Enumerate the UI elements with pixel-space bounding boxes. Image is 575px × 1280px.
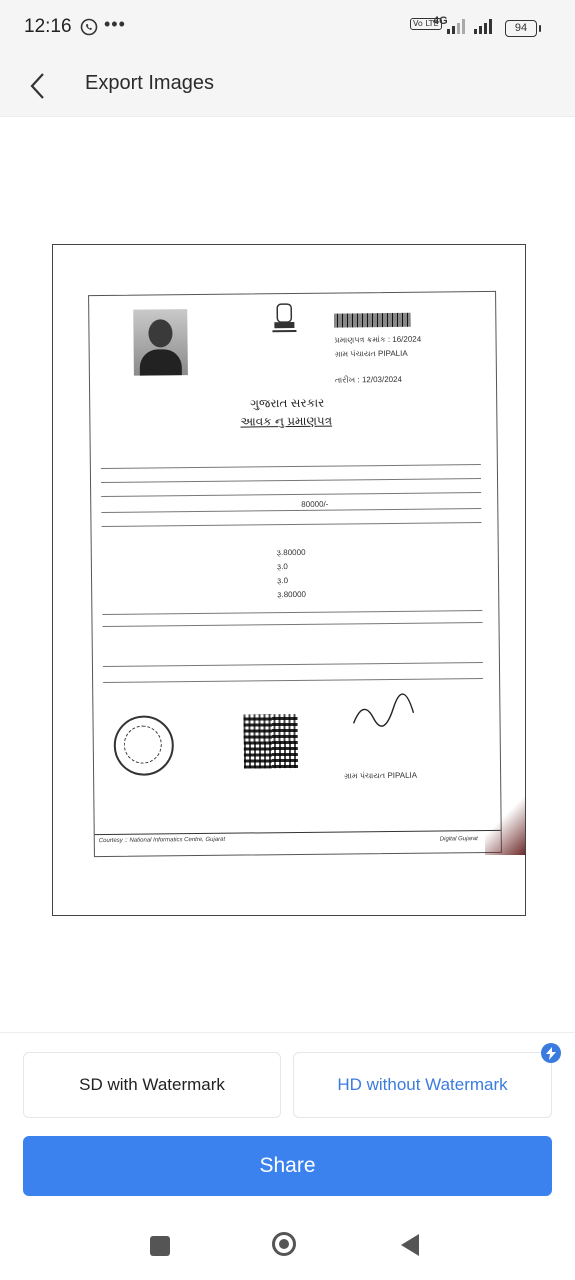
signature xyxy=(348,693,418,734)
hd-no-watermark-label: HD without Watermark xyxy=(337,1075,508,1094)
page-title: Export Images xyxy=(85,72,214,94)
stamp-footer: ગ્રામ પંચાયત PIPALIA xyxy=(344,770,418,781)
national-emblem-icon xyxy=(269,300,299,336)
cert-no: 16/2024 xyxy=(392,334,422,344)
home-button[interactable] xyxy=(272,1232,296,1256)
annual-income: 80000/- xyxy=(301,499,329,509)
signal-icon-2 xyxy=(474,18,498,34)
sd-watermark-label: SD with Watermark xyxy=(79,1075,225,1094)
sd-watermark-option[interactable] xyxy=(23,1052,281,1118)
premium-bolt-icon xyxy=(541,1043,561,1063)
income-row-1: રૂ.80000 xyxy=(276,547,306,558)
document-image xyxy=(52,244,526,916)
battery-icon xyxy=(505,20,537,37)
doc-footer-left: Courtesy :: National Informatics Centre, Gujarat xyxy=(98,836,226,845)
back-nav-button[interactable] xyxy=(401,1234,419,1256)
divider xyxy=(0,1032,575,1033)
back-arrow-icon[interactable] xyxy=(26,70,50,102)
signal-icon xyxy=(447,18,467,34)
qr-code xyxy=(243,714,298,769)
recent-apps-button[interactable] xyxy=(150,1236,170,1256)
battery-level: 94 xyxy=(514,22,528,34)
share-button[interactable] xyxy=(23,1136,552,1196)
applicant-photo xyxy=(133,309,188,376)
network-type: 4G xyxy=(433,15,448,27)
panchayat-seal xyxy=(113,715,174,776)
doc-heading-1: ગુજરાત સરકાર xyxy=(250,395,325,411)
income-row-3: રૂ.0 xyxy=(277,576,289,586)
hd-no-watermark-option[interactable] xyxy=(293,1052,552,1118)
volte-icon: Vo LTE xyxy=(410,18,442,30)
panchayat-label: ગ્રામ પંચાયત xyxy=(334,349,376,359)
cert-no-label: પ્રમાણપત્ર ક્રમાંક : xyxy=(334,334,391,345)
date-label: તારીખ : xyxy=(334,375,360,385)
income-row-4: રૂ.80000 xyxy=(277,589,306,600)
barcode xyxy=(334,313,410,328)
income-row-2: રૂ.0 xyxy=(276,562,288,572)
paper-stain xyxy=(485,795,525,855)
share-label: Share xyxy=(259,1154,316,1177)
whatsapp-icon xyxy=(80,18,98,36)
app-header xyxy=(0,56,575,117)
cert-date: 12/03/2024 xyxy=(361,374,403,385)
more-notifications-icon: ••• xyxy=(104,14,126,34)
status-time: 12:16 xyxy=(24,16,72,37)
panchayat-name: PIPALIA xyxy=(377,348,408,359)
doc-footer-right: Digital Gujarat xyxy=(439,836,478,843)
status-bar xyxy=(0,0,575,56)
income-certificate xyxy=(88,291,502,857)
doc-heading-2: આવક નુ પ્રમાણપત્ર xyxy=(240,413,333,429)
